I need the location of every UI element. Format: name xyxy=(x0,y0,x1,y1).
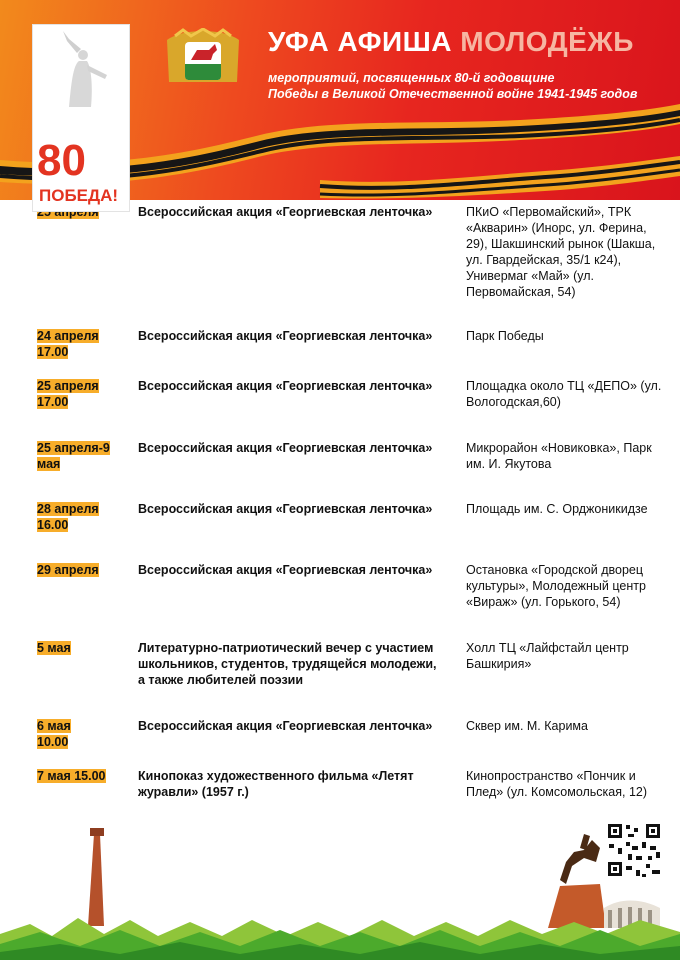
event-place: Площадка около ТЦ «ДЕПО» (ул. Вологодская,60) xyxy=(466,379,662,409)
event-place: Парк Победы xyxy=(466,329,544,343)
event-date: 25 апреля 17.00 xyxy=(37,379,99,409)
event-name: Всероссийская акция «Георгиевская ленточка» xyxy=(138,719,433,733)
ufa-coat-of-arms xyxy=(163,28,243,97)
event-place: Холл ТЦ «Лайфстайл центр Башкирия» xyxy=(466,641,629,671)
event-date: 28 апреля 16.00 xyxy=(37,502,99,532)
event-place: Остановка «Городской дворец культуры», Молодежный центр «Вираж» (ул. Горького, 54) xyxy=(466,563,646,609)
event-name: Кинопоказ художественного фильма «Летят журавли» (1957 г.) xyxy=(138,769,414,799)
event-name: Литературно-патриотический вечер с участием школьников, студентов, трудящейся молодежи, а также любителей поэзии xyxy=(138,641,437,687)
event-place: Площадь им. С. Орджоникидзе xyxy=(466,502,648,516)
qr-code[interactable] xyxy=(606,822,662,883)
event-place: Микрорайон «Новиковка», Парк им. И. Якутова xyxy=(466,441,652,471)
victory-80-poster xyxy=(32,24,130,212)
event-place: ПКиО «Первомайский», ТРК «Акварин» (Инорс, ул. Ферина, 29), Шакшинский рынок (Шакша, ул. Гвардейская, 35/1 к24), Универмаг «Май» (ул. Первомайская, 54) xyxy=(466,205,656,299)
event-name: Всероссийская акция «Георгиевская ленточка» xyxy=(138,502,433,516)
page-title: УФА АФИША МОЛОДЁЖЬ xyxy=(268,26,634,57)
obelisk-icon xyxy=(88,828,104,926)
event-name: Всероссийская акция «Георгиевская ленточка» xyxy=(138,441,433,455)
event-name: Всероссийская акция «Георгиевская ленточка» xyxy=(138,205,433,219)
footer-landscape xyxy=(0,800,680,960)
event-date: 25 апреля-9 мая xyxy=(37,441,110,471)
event-place: Сквер им. М. Карима xyxy=(466,719,588,733)
page-subtitle: мероприятий, посвященных 80-й годовщине Победы в Великой Отечественной войне 1941-1945 годов xyxy=(268,71,638,101)
event-name: Всероссийская акция «Георгиевская ленточка» xyxy=(138,563,433,577)
event-place: Кинопространство «Пончик и Плед» (ул. Комсомольская, 12) xyxy=(466,769,648,799)
event-date: 6 мая 10.00 xyxy=(37,719,71,749)
salavat-monument-icon xyxy=(548,834,606,928)
svg-text:80: 80 xyxy=(37,136,86,185)
event-date: 29 апреля xyxy=(37,563,99,577)
event-date: 5 мая xyxy=(37,641,71,655)
event-name: Всероссийская акция «Георгиевская ленточка» xyxy=(138,329,433,343)
event-date: 7 мая 15.00 xyxy=(37,769,106,783)
event-date: 24 апреля 17.00 xyxy=(37,329,99,359)
event-name: Всероссийская акция «Георгиевская ленточка» xyxy=(138,379,433,393)
svg-text:ПОБЕДА!: ПОБЕДА! xyxy=(39,186,119,205)
motherland-statue-icon xyxy=(63,31,107,107)
